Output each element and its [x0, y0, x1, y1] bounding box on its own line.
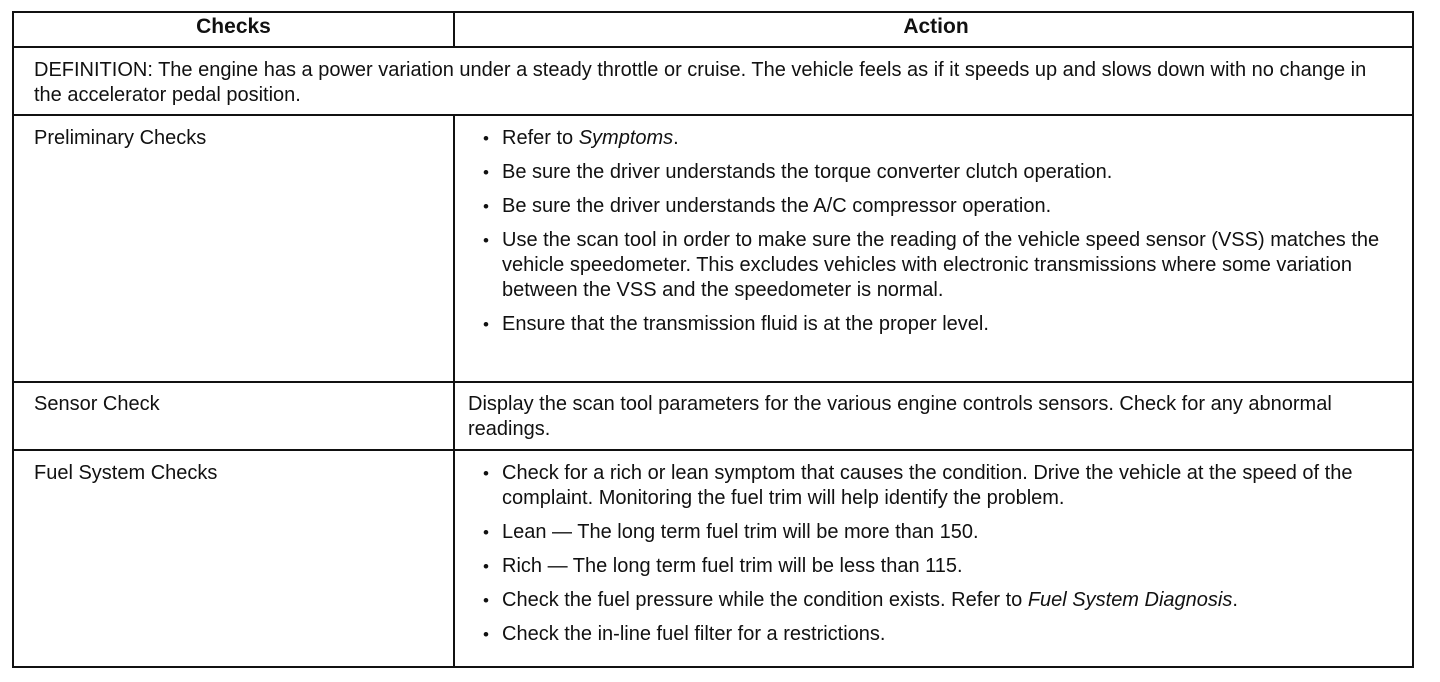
action-header-text: Action [903, 15, 969, 38]
list-item [455, 160, 1404, 185]
list-item-text: Use the scan tool in order to make sure the reading of the vehicle speed sensor (VSS) matches the vehicle speedometer. This excludes vehicles with electronic transmissions where some variation between the VSS and the speedometer is normal. [502, 229, 1380, 301]
list-item-punctuation: . [1232, 589, 1238, 611]
list-item-text: Check for a rich or lean symptom that causes the condition. Drive the vehicle at the speed of the complaint. Monitoring the fuel trim will help identify the problem. [502, 462, 1353, 509]
fuel-system-checks-label: Fuel System Checks [14, 451, 455, 666]
list-item-punctuation: . [673, 127, 679, 149]
checks-header-text: Checks [196, 15, 271, 38]
sensor-check-row [14, 383, 1412, 451]
list-item [455, 228, 1404, 303]
preliminary-checks-list [455, 126, 1404, 337]
fuel-system-checks-actions [455, 451, 1412, 666]
list-item [455, 126, 1404, 151]
list-item [455, 520, 1404, 545]
fuel-system-checks-row [14, 451, 1412, 666]
sensor-check-label: Sensor Check [14, 383, 455, 449]
list-item [455, 312, 1404, 337]
list-item-text: Ensure that the transmission fluid is at the proper level. [502, 313, 989, 335]
diagnostic-table [12, 11, 1414, 668]
preliminary-checks-actions [455, 116, 1412, 381]
list-item-text: Rich — The long term fuel trim will be less than 115. [502, 555, 963, 577]
checks-column-header [14, 13, 455, 46]
list-item-text: Check the fuel pressure while the condition exists. Refer to [502, 589, 1028, 611]
list-item-reference: Fuel System Diagnosis [1027, 589, 1233, 611]
list-item [455, 461, 1404, 511]
list-item-text: Be sure the driver understands the A/C compressor operation. [502, 195, 1052, 217]
list-item-text: Check the in-line fuel filter for a restrictions. [502, 623, 886, 645]
fuel-system-checks-list [455, 461, 1404, 647]
list-item [455, 194, 1404, 219]
list-item [455, 554, 1404, 579]
action-column-header [455, 13, 1412, 46]
list-item [455, 588, 1404, 613]
list-item-text: Lean — The long term fuel trim will be more than 150. [502, 521, 979, 543]
list-item-text: Be sure the driver understands the torque converter clutch operation. [502, 161, 1113, 183]
definition-row [14, 48, 1412, 116]
preliminary-checks-label: Preliminary Checks [14, 116, 455, 381]
list-item [455, 622, 1404, 647]
list-item-text: Refer to [502, 127, 579, 149]
list-item-reference: Symptoms [578, 127, 674, 149]
sensor-check-action: Display the scan tool parameters for the various engine controls sensors. Check for any abnormal readings. [468, 393, 1332, 440]
definition-text: DEFINITION: The engine has a power variation under a steady throttle or cruise. The vehicle feels as if it speeds up and slows down with no change in the accelerator pedal position. [34, 59, 1367, 106]
table-header-row [14, 13, 1412, 48]
preliminary-checks-row [14, 116, 1412, 383]
